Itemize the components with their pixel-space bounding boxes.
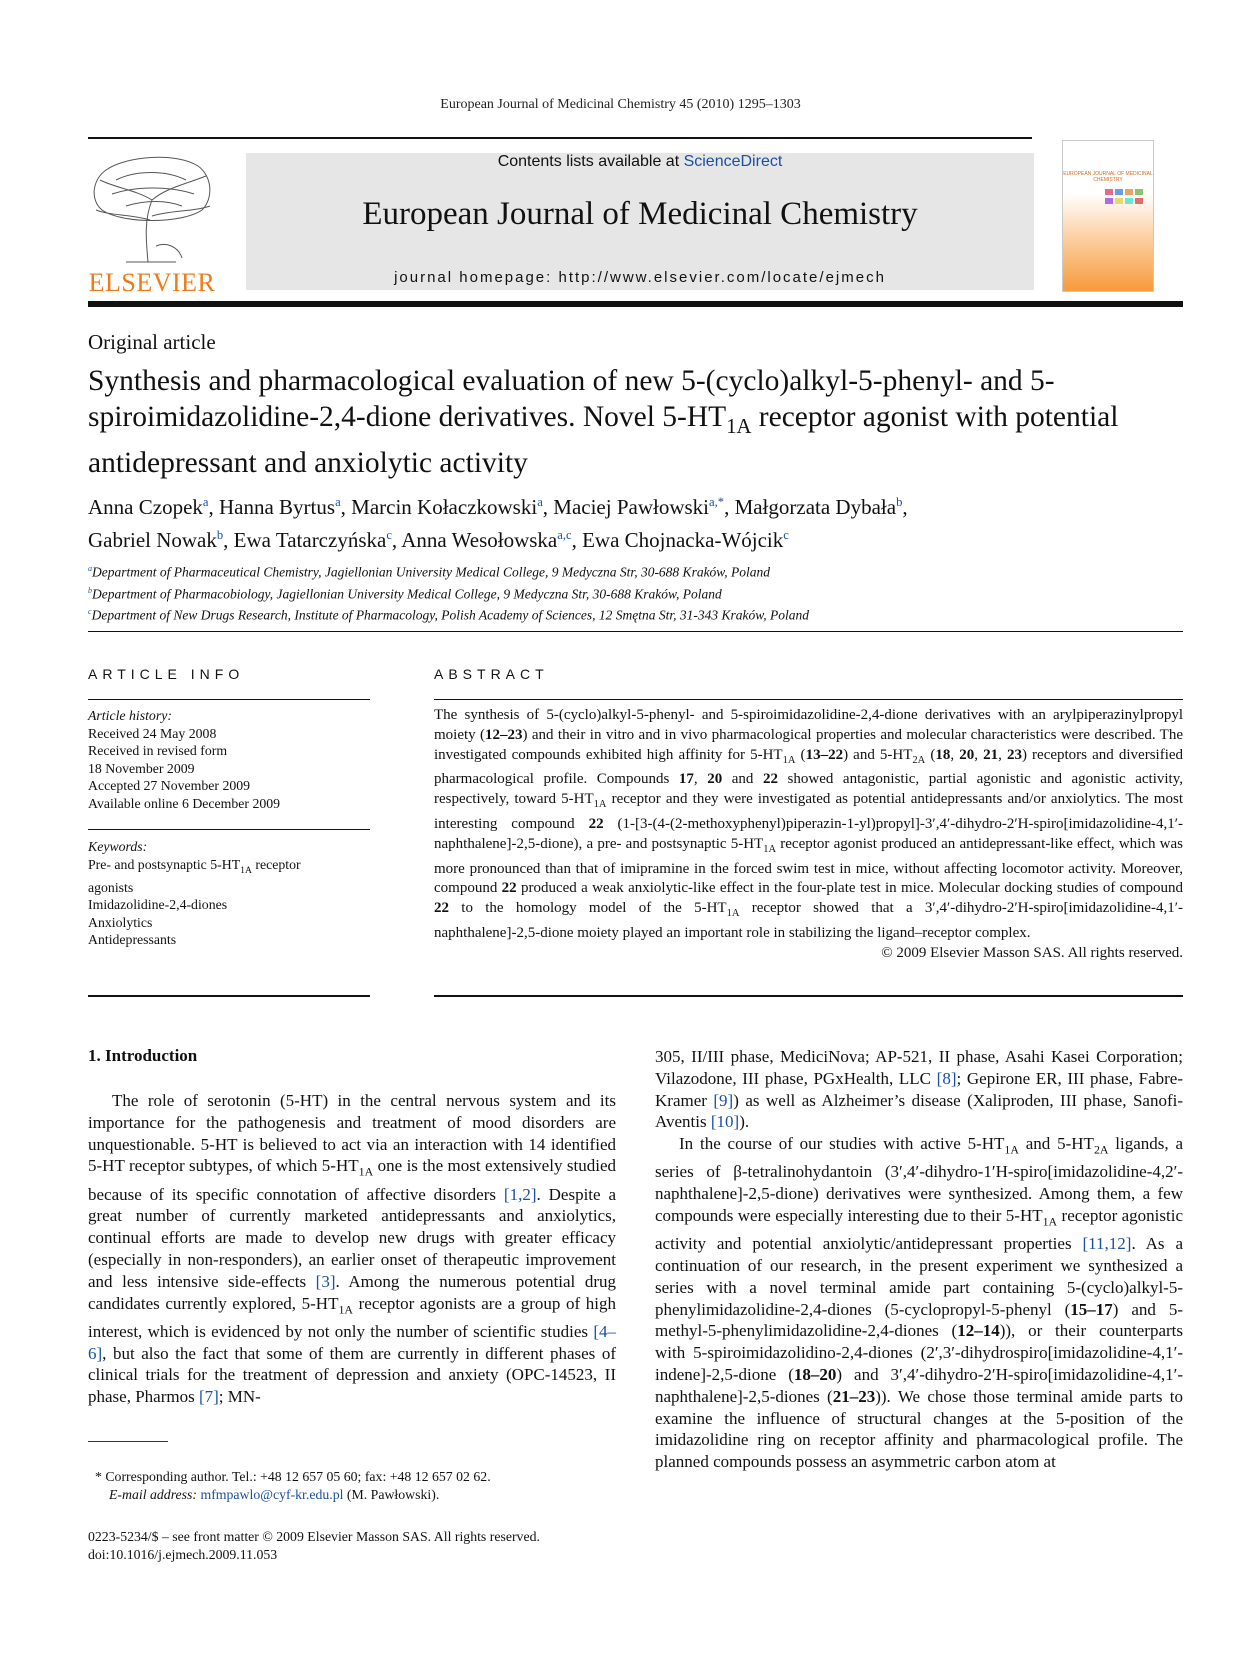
header-rule (88, 137, 1032, 139)
article-info-heading: ARTICLE INFO (88, 666, 245, 682)
section-rule (88, 631, 1183, 632)
citation-link[interactable]: [7] (198, 1387, 219, 1407)
affiliation: $^b$Department of Pharmacobiology, Jagiellonian University Medical College, 9 Medyczna Str, 30-688 Kraków, Poland (88, 585, 722, 601)
author: Hanna Byrtus$^a$, (218, 495, 352, 519)
journal-homepage[interactable]: journal homepage: http://www.elsevier.com/locate/ejmech (394, 269, 886, 286)
author: Anna Wesołowska$^{a,c}$, (401, 528, 583, 552)
journal-title: European Journal of Medicinal Chemistry (362, 196, 918, 232)
citation-link[interactable]: [1,2] (503, 1184, 537, 1204)
affiliation: $^a$Department of Pharmaceutical Chemistry, Jagiellonian University Medical College, 9 Medyczna Str, 30-688 Kraków, Poland (88, 564, 771, 580)
cover-title: EUROPEAN JOURNAL OF MEDICINAL CHEMISTRY (1063, 171, 1153, 183)
footnote-rule (88, 1441, 168, 1442)
abstract-rule (434, 995, 1183, 997)
history-online: Available online 6 December 2009 (88, 795, 281, 811)
keyword: Antidepressants (88, 932, 177, 948)
author: Gabriel Nowak$^b$, (88, 528, 234, 552)
sciencedirect-link[interactable]: ScienceDirect (683, 153, 783, 170)
title-part-2: receptor agonist with potential antidepressant and anxiolytic activity (88, 401, 1119, 479)
history-revised: Received in revised form (88, 743, 228, 758)
article-type: Original article (88, 330, 216, 354)
citation-link[interactable]: [9] (713, 1090, 734, 1110)
info-rule (88, 995, 370, 997)
body-column-right (655, 1046, 1183, 1473)
keyword: Imidazolidine-2,4-diones (88, 897, 228, 913)
history-received: Received 24 May 2008 (88, 725, 217, 741)
article-title (88, 363, 1183, 481)
author: Małgorzata Dybała$^b$, (734, 495, 908, 519)
author: Ewa Chojnacka-Wójcik$^c$ (582, 528, 789, 552)
history-revised-date: 18 November 2009 (88, 760, 195, 776)
info-rule (88, 829, 370, 830)
citation-link[interactable]: [11,12] (1082, 1234, 1132, 1254)
author-affiliation-marker[interactable]: a (202, 495, 209, 509)
abstract-copyright: © 2009 Elsevier Masson SAS. All rights reserved. (881, 944, 1183, 961)
author-affiliation-marker[interactable]: a (537, 495, 543, 509)
history-label: Article history: (88, 708, 172, 723)
author-affiliation-marker[interactable]: a (335, 495, 341, 509)
cover-graphic-icon (1105, 189, 1145, 205)
author-affiliation-marker[interactable]: c (783, 528, 789, 542)
author-list (88, 488, 1183, 554)
keyword: Anxiolytics (88, 914, 153, 930)
author: Maciej Pawłowski$^{a,*}$, (553, 495, 735, 519)
journal-cover-thumbnail (1062, 140, 1154, 292)
journal-citation: European Journal of Medicinal Chemistry 45 (2010) 1295–1303 (440, 97, 801, 112)
affiliation: $^c$Department of New Drugs Research, Institute of Pharmacology, Polish Academy of Sciences, 12 Smętna Str, 31-343 Kraków, Poland (88, 607, 809, 623)
paragraph: In the course of our studies with active $5-HT_{1A}$ and $5-HT_{2A}$ ligands, a series of β-tetralinohydantoin (3′,4′-dihydro-1′H-spiro[imidazolidine-4,2′-naphthalene]-2,5-dione) derivatives were synthesized. Among them, a few compounds were especially interesting due to their $5-HT_{1A}$ receptor agonistic activity and potential anxiolytic/antidepressant properties [11,12]. As a continuation of our research, in the present experiment we synthesized a series with a novel terminal amide part containing 5-(cyclo)alkyl-5-phenylimidazolidine-2,4-diones (5-cyclopropyl-5-phenyl (15–17) and 5-methyl-5-phenylimidazolidine-2,4-diones (12–14)), or their counterparts with 5-spiroimidazolidino-2,4-diones (2′,3′-dihydrospiro[imidazolidine-4,1′-indene]-2,5-dione (18–20) and 3′,4′-dihydro-2′H-spiro[imidazolidine-4,1′-naphthalene]-2,5-diones (21–23)). We chose those terminal amide parts to examine the influence of structural changes at the 5-position of the imidazolidine ring on receptor affinity and pharmacological profile. The planned compounds possess an asymmetric carbon atom at (655, 1134, 1184, 1472)
body-column-left (88, 1090, 616, 1408)
history-accepted: Accepted 27 November 2009 (88, 778, 251, 793)
citation-link[interactable]: [10] (710, 1112, 740, 1132)
author-affiliation-marker[interactable]: a,* (709, 495, 725, 509)
keyword: agonists (88, 879, 134, 895)
author: Anna Czopek$^a$, (88, 495, 219, 519)
doi-line[interactable]: doi:10.1016/j.ejmech.2009.11.053 (88, 1547, 278, 1562)
citation-link[interactable]: [4–6] (88, 1321, 616, 1363)
paragraph: 305, II/III phase, MediciNova; AP-521, II phase, Asahi Kasei Corporation; Vilazodone, III phase, PGxHealth, LLC [8]; Gepirone ER, III phase, Fabre-Kramer [9]) as well as Alzheimer’s disease (Xaliproden, III phase, Sanofi-Aventis [10]). (655, 1047, 1183, 1132)
title-subscript: 1A (726, 415, 752, 438)
section-heading-introduction: 1. Introduction (88, 1046, 198, 1065)
author: Marcin Kołaczkowski$^a$, (351, 495, 554, 519)
info-rule (88, 699, 370, 700)
header-thick-rule (88, 301, 1183, 307)
keywords (88, 838, 370, 949)
contents-prefix: Contents lists available at (497, 153, 684, 170)
publisher-name: ELSEVIER (88, 268, 216, 297)
corresponding-author-footnote: * Corresponding author. Tel.: +48 12 657 05 60; fax: +48 12 657 02 62. E-mail address: mfmpawlo@cyf-kr.edu.pl (M. Pawłowski). (95, 1469, 491, 1502)
keyword: Pre- and postsynaptic $5-HT_{1A}$ receptor (88, 856, 301, 876)
article-history (88, 707, 370, 812)
front-matter (88, 1528, 648, 1564)
author-affiliation-marker[interactable]: b (216, 528, 224, 542)
paragraph: The role of serotonin (5-HT) in the central nervous system and its importance for the pathogenesis and treatment of mood disorders are unquestionable. 5-HT is believed to act via an interaction with 14 identified 5-HT receptor subtypes, of which $5-HT_{1A}$ one is the most extensively studied because of its specific connotation of affective disorders [1,2]. Despite a great number of currently marketed antidepressants and anxiolytics, continual efforts are made to develop new drugs with greater efficacy (especially in non-responders), an earlier onset of therapeutic improvement and less intensive side-effects [3]. Among the numerous potential drug candidates currently explored, $5-HT_{1A}$ receptor agonists are a group of high interest, which is evidenced by not only the number of scientific studies [4–6], but also the fact that some of them are currently in different phases of clinical trials for the treatment of depression and anxiety (OPC-14523, II phase, Pharmos [7]; MN- (88, 1091, 616, 1407)
email-link[interactable]: mfmpawlo@cyf-kr.edu.pl (200, 1487, 344, 1502)
author-affiliation-marker[interactable]: a,c (557, 528, 572, 542)
author-affiliation-marker[interactable]: b (896, 495, 903, 509)
keywords-label: Keywords: (88, 839, 148, 854)
author: Ewa Tatarczyńska$^c$, (233, 528, 402, 552)
title-part-1: Synthesis and pharmacological evaluation of new 5-(cyclo)alkyl-5-phenyl- and 5-spiroimidazolidine-2,4-dione derivatives. Novel 5-HT (88, 365, 1055, 433)
abstract-heading: ABSTRACT (434, 666, 549, 682)
issn-line: 0223-5234/$ – see front matter © 2009 Elsevier Masson SAS. All rights reserved. (88, 1529, 540, 1544)
abstract-rule (434, 699, 1183, 700)
citation-link[interactable]: [8] (936, 1068, 957, 1088)
affiliations (88, 560, 1183, 625)
author-affiliation-marker[interactable]: c (386, 528, 392, 542)
footnote-marker: * (95, 1469, 102, 1484)
tree-icon (86, 150, 218, 266)
citation-link[interactable]: [3] (315, 1271, 336, 1291)
contents-line (246, 153, 1034, 171)
abstract-text: The synthesis of 5-(cyclo)alkyl-5-phenyl- and 5-spiroimidazolidine-2,4-dione derivatives with an arylpiperazinylpropyl moiety (12–23) and their in vitro and in vivo pharmacological properties and molecular characteristics were described. The investigated compounds exhibited high affinity for $5-HT_{1A}$ (13–22) and $5-HT_{2A}$ (18, 20, 21, 23) receptors and diversified pharmacological profile. Compounds 17, 20 and 22 showed antagonistic, partial agonistic and agonistic activity, respectively, toward $5-HT_{1A}$ receptor and they were investigated as potential antidepressants and/or anxiolytics. The most interesting compound 22 (1-[3-(4-(2-methoxyphenyl)piperazin-1-yl)propyl]-3′,4′-dihydro-2′H-spiro[imidazolidine-4,1′-naphthalene]-2,5-dione), a pre- and postsynaptic $5-HT_{1A}$ receptor agonist produced an antidepressant-like effect, which was more pronounced than that of imipramine in the forced swim test in mice, without affecting locomotor activity. Moreover, compound 22 produced a weak anxiolytic-like effect in the four-plate test in mice. Molecular docking studies of compound 22 to the homology model of the $5-HT_{1A}$ receptor showed that a 3′,4′-dihydro-2′H-spiro[imidazolidine-4,1′-naphthalene]-2,5-dione moiety played an important role in stabilizing the ligand–receptor complex. © 2009 Elsevier Masson SAS. All rights reserved. (434, 706, 1183, 964)
